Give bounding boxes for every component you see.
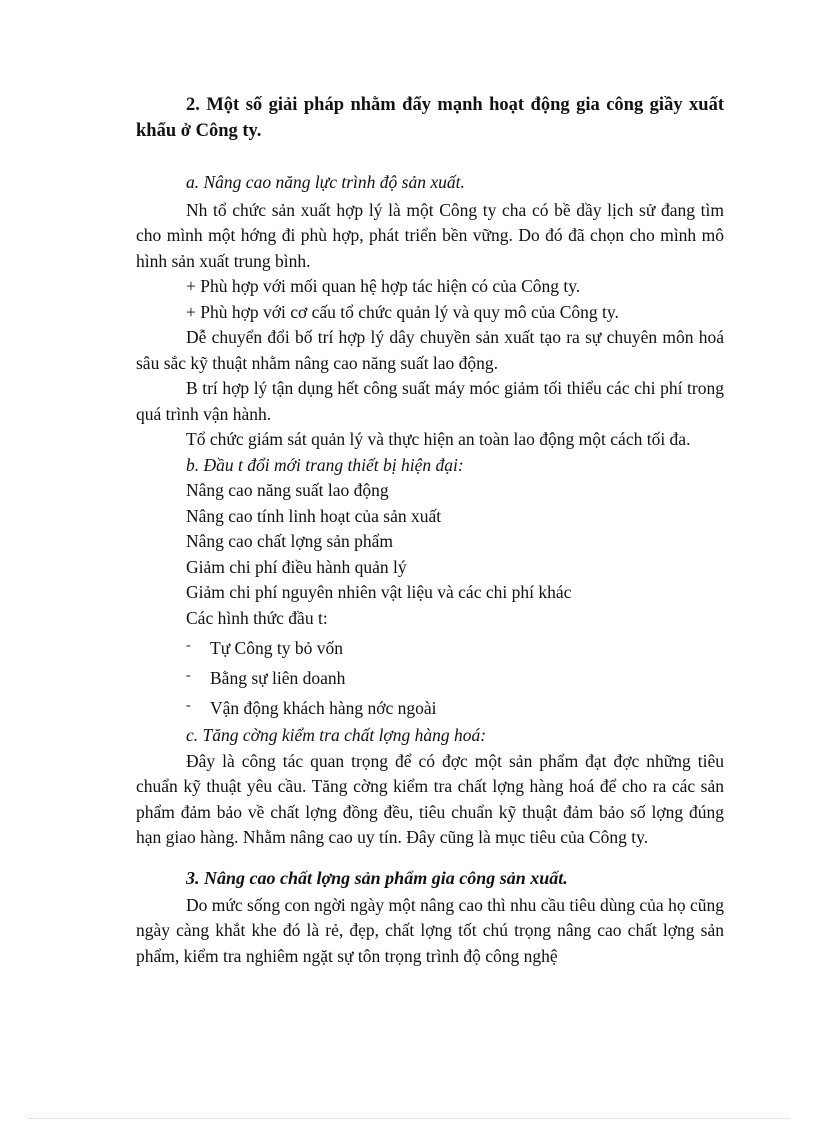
page-bottom-divider	[28, 1118, 788, 1119]
paragraph: Tổ chức giám sát quản lý và thực hiện an toàn lao động một cách tối đa.	[186, 429, 691, 449]
dash-list	[136, 633, 724, 723]
section-heading-2: 2. Một số giải pháp nhằm đẩy mạnh hoạt động gia công giầy xuất khẩu ở Công ty.	[136, 95, 724, 141]
paragraph: Nh tổ chức sản xuất hợp lý là một Công ty cha có bề dầy lịch sử đang tìm cho mình một hớng đi phù hợp, phát triển bền vững. Do đó đã chọn cho mình mô hình sản xuất trung bình.	[136, 199, 724, 271]
paragraph: + Phù hợp với cơ cấu tổ chức quản lý và quy mô của Công ty.	[186, 301, 619, 322]
dash-bullet: -	[186, 698, 191, 713]
list-line: Giảm chi phí nguyên nhiên vật liệu và các chi phí khác	[186, 582, 572, 602]
paragraph: Đây là công tác quan trọng để có đợc một sản phẩm đạt đợc những tiêu chuẩn kỹ thuật yêu cầu. Tăng cờng kiểm tra chất lợng hàng hoá để cho ra các sản phẩm đảm bảo về chất lợng đồng đều, tiêu chuẩn kỹ thuật đảm bảo số lợng đúng hạn giao hàng. Nhằm nâng cao uy tín. Đây cũng là mục tiêu của Công ty.	[136, 750, 724, 847]
dash-list-item	[136, 633, 724, 663]
list-line: Các hình thức đầu t:	[186, 607, 328, 628]
dash-item-text: Vận động khách hàng nớc ngoài	[210, 698, 437, 718]
subheading-b: b. Đầu t đổi mới trang thiết bị hiện đại:	[186, 454, 464, 475]
dash-bullet: -	[186, 638, 191, 653]
paragraph: Do mức sống con ngời ngày một nâng cao thì nhu cầu tiêu dùng của họ cũng ngày càng khắt khe đó là rẻ, đẹp, chất lợng tốt chú trọng nâng cao chất lợng sản phẩm, kiểm tra nghiêm ngặt sự tôn trọng trình độ công nghệ	[136, 894, 724, 966]
subheading-a: a. Nâng cao năng lực trình độ sản xuất.	[186, 172, 465, 192]
section-heading-3: 3. Nâng cao chất lợng sản phẩm gia công sản xuất.	[186, 867, 568, 888]
list-line: Giảm chi phí điều hành quản lý	[186, 556, 407, 577]
dash-item-text: Tự Công ty bỏ vốn	[210, 638, 343, 658]
dash-list-item	[136, 663, 724, 693]
list-line: Nâng cao tính linh hoạt của sản xuất	[186, 505, 442, 526]
list-line: Nâng cao chất lợng sản phẩm	[186, 531, 394, 551]
paragraph: + Phù hợp với mối quan hệ hợp tác hiện có của Công ty.	[186, 276, 581, 296]
paragraph: Dễ chuyển đổi bố trí hợp lý dây chuyền sản xuất tạo ra sự chuyên môn hoá sâu sắc kỹ thuật nhằm nâng cao năng suất lao động.	[136, 327, 724, 373]
dash-item-text: Bằng sự liên doanh	[210, 668, 346, 688]
dash-bullet: -	[186, 668, 191, 683]
document-body	[136, 92, 724, 969]
dash-list-item	[136, 693, 724, 723]
subheading-c: c. Tăng cờng kiểm tra chất lợng hàng hoá:	[186, 725, 487, 745]
list-line: Nâng cao năng suất lao động	[186, 480, 389, 500]
paragraph: B trí hợp lý tận dụng hết công suất máy móc giảm tối thiểu các chi phí trong quá trình vận hành.	[136, 378, 724, 424]
